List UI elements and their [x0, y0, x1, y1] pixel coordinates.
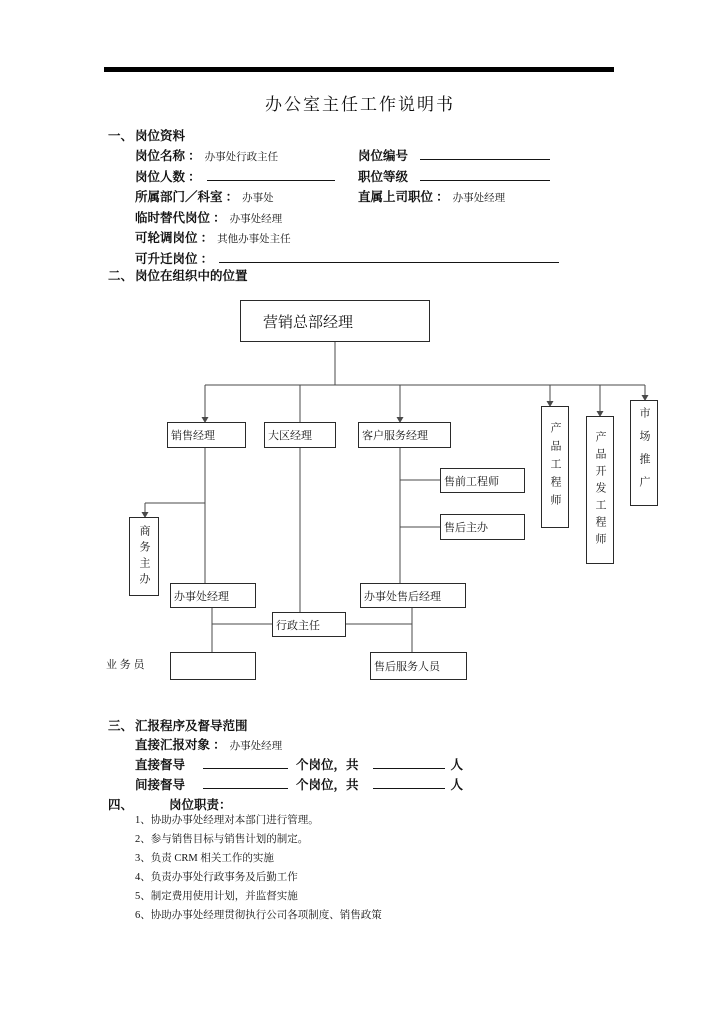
- supervisor-field: [358, 187, 505, 206]
- rotation-value: 其他办事处主任: [217, 234, 291, 245]
- org-node-business-lead: 商务主办: [129, 517, 159, 596]
- org-label-salesperson: 业 务 员: [106, 659, 145, 671]
- section-1-title: 岗位资料: [135, 129, 186, 143]
- promotion-blank: [219, 250, 559, 263]
- org-node-presales-engineer: 售前工程师: [440, 468, 525, 493]
- section-2-number: 二、: [108, 269, 134, 283]
- org-node-customer-service-manager: 客户服务经理: [358, 422, 451, 448]
- section-4-number: 四、: [108, 798, 134, 812]
- temp-substitute-value: 办事处经理: [229, 213, 283, 225]
- row-report-to: [135, 735, 463, 755]
- org-node-aftersales-staff: 售后服务人员: [370, 652, 467, 680]
- duty-item-1: 1、协助办事处经理对本部门进行管理。: [135, 815, 319, 826]
- org-node-market-promotion: 市场推广: [630, 400, 658, 506]
- section-3-heading: [108, 716, 248, 734]
- row-headcount: [135, 167, 559, 188]
- org-node-admin-director: 行政主任: [272, 612, 346, 637]
- grade-blank: [420, 168, 550, 181]
- section-2-heading: [108, 266, 248, 284]
- row-rotation: [135, 228, 559, 249]
- position-info-rows: [135, 146, 559, 269]
- org-node-hq-manager: 营销总部经理: [240, 300, 430, 342]
- duty-item-5: 5、制定费用使用计划，并监督实施: [135, 891, 298, 902]
- post-name-value: 办事处行政主任: [204, 152, 279, 163]
- section-4-title: 岗位职责：: [169, 798, 232, 812]
- section-4-heading: [108, 795, 232, 813]
- indirect-people-blank: [373, 776, 445, 789]
- section-1-number: 一、: [108, 129, 134, 143]
- org-node-region-manager: 大区经理: [264, 422, 336, 448]
- supervisor-label: 直属上司职位 ：: [358, 190, 449, 204]
- post-code-label: 岗位编号: [358, 149, 409, 163]
- direct-people-blank: [373, 756, 445, 769]
- report-to-value: 办事处经理: [229, 741, 283, 752]
- duties-list: [135, 812, 382, 926]
- doc-title: 办公室主任工作说明书: [265, 95, 455, 114]
- duty-item-4: 4、负责办事处行政事务及后勤工作: [135, 872, 298, 883]
- section-1-heading: [108, 126, 185, 144]
- direct-posts-blank: [203, 756, 288, 769]
- row-temp-substitute: [135, 208, 559, 229]
- direct-posts-text: 个岗位，共: [296, 758, 359, 772]
- row-department: [135, 187, 559, 208]
- department-value: 办事处: [242, 193, 274, 204]
- duty-item-2: 2、参与销售目标与销售计划的制定。: [135, 834, 309, 845]
- indirect-supervision-label: 间接督导: [135, 778, 186, 792]
- row-indirect-supervision: [135, 775, 463, 795]
- section-3-number: 三、: [108, 719, 134, 733]
- direct-people-text: 人: [450, 758, 464, 772]
- direct-supervision-label: 直接督导: [135, 758, 186, 772]
- grade-field: [358, 167, 550, 186]
- duty-item-6: 6、协助办事处经理贯彻执行公司各项制度、销售政策: [135, 910, 382, 921]
- headcount-label: 岗位人数 ：: [135, 169, 201, 184]
- duty-item-3: 3、负责 CRM 相关工作的实施: [135, 853, 274, 864]
- org-node-product-dev-engineer: 产品开发工程师: [586, 416, 614, 564]
- org-node-product-engineer: 产品工程师: [541, 406, 569, 528]
- report-to-label: 直接汇报对象 ：: [135, 738, 226, 752]
- section-2-title: 岗位在组织中的位置: [135, 269, 248, 283]
- header-rule: [104, 67, 614, 72]
- rotation-label: 可轮调岗位 ：: [135, 231, 214, 245]
- indirect-people-text: 人: [450, 778, 464, 792]
- grade-label: 职位等级: [358, 169, 409, 184]
- org-node-salesperson-box: [170, 652, 256, 680]
- org-node-office-manager: 办事处经理: [170, 583, 256, 608]
- headcount-blank: [207, 168, 335, 181]
- temp-substitute-label: 临时替代岗位 ：: [135, 210, 226, 225]
- row-direct-supervision: [135, 755, 463, 775]
- promotion-label: 可升迁岗位 ：: [135, 251, 214, 266]
- reporting-rows: [135, 735, 463, 795]
- org-node-office-aftersales-manager: 办事处售后经理: [360, 583, 466, 608]
- indirect-posts-blank: [203, 776, 288, 789]
- section-3-title: 汇报程序及督导范围: [135, 719, 248, 733]
- post-code-blank: [420, 147, 550, 160]
- supervisor-value: 办事处经理: [452, 193, 506, 204]
- indirect-posts-text: 个岗位，共: [296, 778, 359, 792]
- row-post-name: [135, 146, 559, 167]
- department-label: 所属部门／科室 ：: [135, 190, 239, 204]
- post-code-field: [358, 146, 550, 165]
- org-node-aftersales-lead: 售后主办: [440, 514, 525, 540]
- org-node-sales-manager: 销售经理: [167, 422, 246, 448]
- post-name-label: 岗位名称 ：: [135, 149, 201, 163]
